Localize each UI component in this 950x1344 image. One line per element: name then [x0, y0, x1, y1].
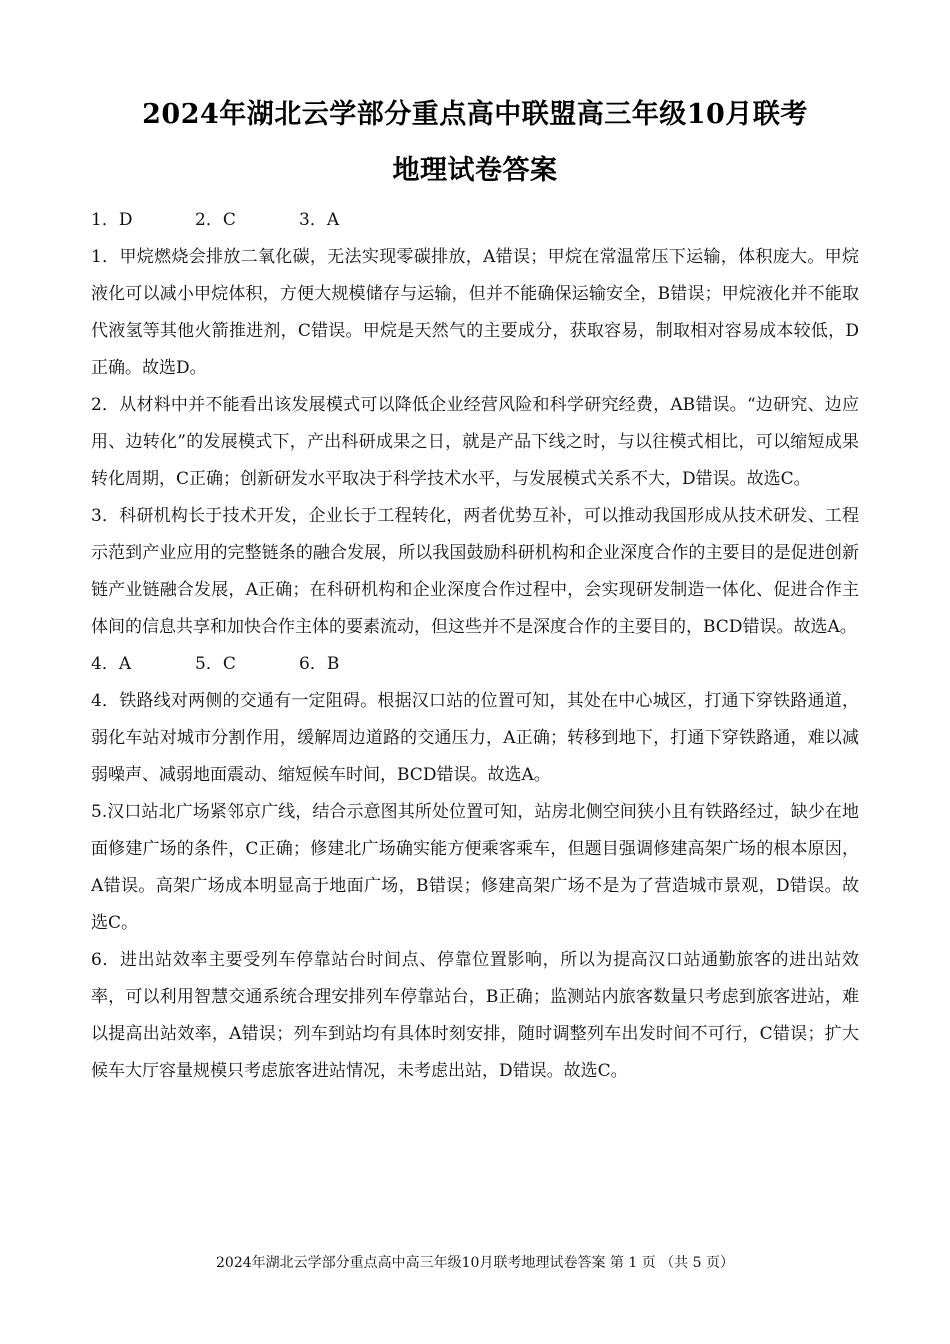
explanation-paragraph: 2．从材料中并不能看出该发展模式可以降低企业经营风险和科学研究经费，AB错误。“边研究、边应用、边转化”的发展模式下，产出科研成果之日，就是产品下线之时，与以往模式相比，可以缩短成果转化周期，C正确；创新研发水平取决于科学技术水平，与发展模式关系不大，D错误。故选C。 [91, 395, 859, 489]
document-subtitle: 地理试卷答案 [392, 155, 558, 186]
explanation-paragraph: 6．进出站效率主要受列车停靠站台时间点、停靠位置影响，所以为提高汉口站通勤旅客的进出站效率，可以利用智慧交通系统合理安排列车停靠站台，B正确；监测站内旅客数量只考虑到旅客进站，难以提高出站效率，A错误；列车到站均有具体时刻安排，随时调整列车出发时间不可行，C错误；扩大候车大厅容量规模只考虑旅客进站情况，未考虑出站，D错误。故选C。 [91, 950, 859, 1081]
explanation-paragraph: 3．科研机构长于技术开发，企业长于工程转化，两者优势互补，可以推动我国形成从技术研发、工程示范到产业应用的完整链条的融合发展，所以我国鼓励科研机构和企业深度合作的主要目的是促进创新链产业链融合发展，A正确；在科研机构和企业深度合作过程中，会实现研发制造一体化、促进合作主体间的信息共享和加快合作主体的要素流动，但这些并不是深度合作的主要目的，BCD错误。故选A。 [91, 506, 859, 637]
explanation-paragraph: 1．甲烷燃烧会排放二氧化碳，无法实现零碳排放，A错误；甲烷在常温常压下运输，体积庞大。甲烷液化可以减小甲烷体积，方便大规模储存与运输，但并不能确保运输安全，B错误；甲烷液化并不能取代液氢等其他火箭推进剂，C错误。甲烷是天然气的主要成分，获取容易，制取相对容易成本较低，D正确。故选D。 [91, 247, 859, 378]
answer-key-item: 3．A [299, 210, 340, 230]
answer-key-item: 5．C [195, 654, 236, 674]
explanation-paragraph: 4．铁路线对两侧的交通有一定阻碍。根据汉口站的位置可知，其处在中心城区，打通下穿铁路通道，弱化车站对城市分割作用，缓解周边道路的交通压力，A正确；转移到地下，打通下穿铁路通，难以减弱噪声、减弱地面震动、缩短候车时间，BCD错误。故选A。 [91, 691, 859, 785]
answer-key-item: 1．D [91, 210, 133, 230]
document-title: 2024年湖北云学部分重点高中联盟高三年级10月联考 [142, 99, 808, 130]
page-footer: 2024年湖北云学部分重点高中高三年级10月联考地理试卷答案 第 1 页 （共 5 页） [216, 1255, 734, 1271]
answer-key-item: 6．B [299, 654, 340, 674]
explanation-paragraph: 5.汉口站北广场紧邻京广线，结合示意图其所处位置可知，站房北侧空间狭小且有铁路经过，缺少在地面修建广场的条件，C正确；修建北广场确实能方便乘客乘车，但题目强调修建高架广场的根本原因，A错误。高架广场成本明显高于地面广场，B错误；修建高架广场不是为了营造城市景观，D错误。故选C。 [91, 802, 859, 933]
answer-key-item: 2．C [195, 210, 236, 230]
answer-body [91, 202, 859, 1090]
answer-key-item: 4．A [91, 654, 132, 674]
answer-key-row [91, 202, 859, 239]
answer-key-row [91, 646, 859, 683]
